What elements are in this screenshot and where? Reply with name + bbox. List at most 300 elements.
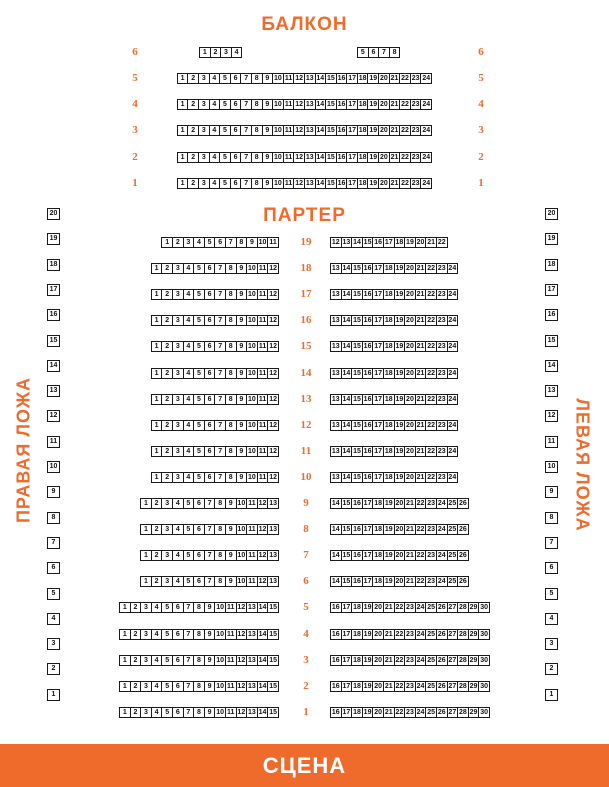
seat[interactable]: 19: [363, 630, 372, 638]
seat[interactable]: 24: [448, 395, 457, 403]
seat[interactable]: 17: [374, 291, 383, 299]
seat[interactable]: 24: [416, 682, 425, 690]
seat[interactable]: 25: [427, 604, 436, 612]
seat[interactable]: 12: [269, 421, 278, 429]
seat[interactable]: 8: [251, 178, 263, 189]
seat[interactable]: 10: [248, 369, 256, 377]
seat[interactable]: 19: [369, 75, 378, 82]
seat[interactable]: 8: [225, 394, 237, 405]
seat[interactable]: 6: [230, 99, 242, 110]
seat[interactable]: 21: [384, 682, 393, 690]
seat[interactable]: 8: [251, 152, 263, 163]
right-loge-box[interactable]: 3: [47, 638, 60, 650]
seat[interactable]: 21: [384, 604, 393, 612]
seat[interactable]: 12: [295, 75, 304, 82]
seat[interactable]: 22: [401, 101, 409, 108]
seat[interactable]: 14: [342, 265, 351, 273]
seat[interactable]: 14: [316, 127, 325, 134]
seat[interactable]: 11: [283, 125, 295, 136]
seat[interactable]: 13: [248, 682, 256, 690]
seat[interactable]: 20: [406, 473, 414, 481]
seat[interactable]: 3: [198, 178, 210, 189]
seat[interactable]: 9: [236, 472, 248, 483]
seat[interactable]: 18: [384, 369, 393, 377]
seat[interactable]: 12: [258, 500, 267, 507]
seat[interactable]: 2: [151, 550, 163, 561]
seat[interactable]: 6: [204, 341, 216, 352]
seat[interactable]: 20: [395, 578, 404, 586]
seat[interactable]: 10: [237, 552, 246, 560]
seat[interactable]: 11: [257, 289, 269, 300]
seat[interactable]: 5: [219, 178, 231, 189]
seat[interactable]: 1: [151, 315, 163, 326]
right-loge-box[interactable]: 11: [47, 436, 60, 448]
seat[interactable]: 5: [183, 576, 195, 587]
seat[interactable]: 10: [237, 500, 246, 507]
seat[interactable]: 9: [204, 629, 216, 640]
seat[interactable]: 23: [437, 473, 446, 481]
seat[interactable]: 11: [246, 498, 258, 509]
seat[interactable]: 9: [204, 602, 216, 613]
seat[interactable]: 3: [172, 341, 184, 352]
seat[interactable]: 11: [283, 73, 295, 84]
seat[interactable]: 21: [416, 317, 425, 325]
seat[interactable]: 12: [237, 604, 246, 612]
seat[interactable]: 10: [237, 578, 246, 586]
seat[interactable]: 13: [331, 317, 340, 325]
seat[interactable]: 9: [262, 178, 274, 189]
seat[interactable]: 7: [183, 655, 195, 666]
seat[interactable]: 16: [363, 317, 372, 325]
seat[interactable]: 5: [193, 368, 205, 379]
seat[interactable]: 5: [193, 289, 205, 300]
seat[interactable]: 29: [469, 682, 478, 690]
seat[interactable]: 24: [437, 552, 446, 560]
seat[interactable]: 21: [416, 291, 425, 299]
seat[interactable]: 17: [342, 682, 351, 690]
seat[interactable]: 20: [374, 656, 383, 664]
seat[interactable]: 14: [331, 500, 340, 507]
seat[interactable]: 24: [422, 180, 431, 187]
seat[interactable]: 24: [448, 369, 457, 377]
seat[interactable]: 5: [357, 47, 369, 58]
seat[interactable]: 5: [183, 550, 195, 561]
seat[interactable]: 12: [295, 127, 304, 134]
seat[interactable]: 20: [395, 500, 404, 507]
seat[interactable]: 10: [248, 395, 256, 403]
seat[interactable]: 13: [331, 421, 340, 429]
seat[interactable]: 16: [337, 101, 346, 108]
seat[interactable]: 22: [437, 239, 446, 246]
seat[interactable]: 9: [236, 368, 248, 379]
seat[interactable]: 5: [219, 125, 231, 136]
seat[interactable]: 2: [161, 315, 173, 326]
seat[interactable]: 7: [214, 315, 226, 326]
seat[interactable]: 5: [219, 73, 231, 84]
seat[interactable]: 6: [204, 446, 216, 457]
seat[interactable]: 9: [225, 550, 237, 561]
seat[interactable]: 2: [161, 263, 173, 274]
seat[interactable]: 23: [406, 708, 414, 716]
seat[interactable]: 17: [374, 421, 383, 429]
seat[interactable]: 2: [161, 341, 173, 352]
seat[interactable]: 11: [246, 576, 258, 587]
seat[interactable]: 20: [416, 239, 425, 246]
seat[interactable]: 20: [406, 369, 414, 377]
seat[interactable]: 19: [384, 526, 393, 534]
left-loge-box[interactable]: 8: [545, 512, 558, 524]
seat[interactable]: 2: [161, 368, 173, 379]
seat[interactable]: 15: [353, 317, 361, 325]
right-loge-box[interactable]: 18: [47, 259, 60, 271]
seat[interactable]: 15: [327, 127, 335, 134]
seat[interactable]: 25: [427, 630, 436, 638]
seat[interactable]: 25: [427, 708, 436, 716]
seat[interactable]: 12: [237, 630, 246, 638]
seat[interactable]: 13: [331, 395, 340, 403]
seat[interactable]: 3: [220, 47, 232, 58]
seat[interactable]: 17: [363, 578, 372, 586]
seat[interactable]: 4: [209, 99, 221, 110]
seat[interactable]: 16: [363, 369, 372, 377]
seat[interactable]: 1: [177, 99, 189, 110]
seat[interactable]: 1: [151, 394, 163, 405]
seat[interactable]: 10: [216, 682, 225, 690]
seat[interactable]: 7: [214, 289, 226, 300]
seat[interactable]: 21: [416, 421, 425, 429]
left-loge-box[interactable]: 1: [545, 689, 558, 701]
seat[interactable]: 4: [172, 576, 184, 587]
seat[interactable]: 6: [230, 152, 242, 163]
seat[interactable]: 18: [353, 656, 361, 664]
seat[interactable]: 27: [448, 708, 457, 716]
seat[interactable]: 30: [480, 708, 488, 716]
seat[interactable]: 17: [348, 75, 356, 82]
seat[interactable]: 17: [342, 630, 351, 638]
seat[interactable]: 1: [151, 446, 163, 457]
seat[interactable]: 24: [416, 656, 425, 664]
seat[interactable]: 1: [151, 263, 163, 274]
seat[interactable]: 7: [378, 47, 390, 58]
seat[interactable]: 23: [406, 604, 414, 612]
seat[interactable]: 20: [374, 708, 383, 716]
seat[interactable]: 20: [406, 343, 414, 351]
seat[interactable]: 3: [161, 524, 173, 535]
seat[interactable]: 18: [384, 343, 393, 351]
left-loge-box[interactable]: 19: [545, 233, 558, 245]
seat[interactable]: 4: [172, 550, 184, 561]
seat[interactable]: 24: [422, 75, 431, 82]
seat[interactable]: 2: [151, 576, 163, 587]
seat[interactable]: 19: [395, 447, 404, 455]
seat[interactable]: 27: [448, 656, 457, 664]
seat[interactable]: 26: [459, 526, 467, 534]
seat[interactable]: 4: [193, 237, 205, 248]
seat[interactable]: 4: [151, 681, 163, 692]
seat[interactable]: 6: [204, 394, 216, 405]
seat[interactable]: 16: [363, 421, 372, 429]
seat[interactable]: 5: [193, 420, 205, 431]
right-loge-box[interactable]: 17: [47, 284, 60, 296]
seat[interactable]: 15: [327, 154, 335, 161]
seat[interactable]: 18: [358, 75, 367, 82]
seat[interactable]: 5: [161, 681, 173, 692]
seat[interactable]: 17: [348, 154, 356, 161]
seat[interactable]: 10: [237, 526, 246, 534]
seat[interactable]: 25: [427, 656, 436, 664]
seat[interactable]: 7: [183, 707, 195, 718]
seat[interactable]: 24: [422, 127, 431, 134]
seat[interactable]: 9: [262, 73, 274, 84]
seat[interactable]: 11: [283, 178, 295, 189]
seat[interactable]: 24: [448, 317, 457, 325]
seat[interactable]: 20: [374, 630, 383, 638]
seat[interactable]: 14: [342, 473, 351, 481]
seat[interactable]: 9: [204, 681, 216, 692]
seat[interactable]: 19: [395, 291, 404, 299]
seat[interactable]: 2: [161, 420, 173, 431]
seat[interactable]: 8: [193, 629, 205, 640]
seat[interactable]: 1: [140, 550, 152, 561]
seat[interactable]: 15: [353, 343, 361, 351]
seat[interactable]: 20: [379, 101, 388, 108]
seat[interactable]: 9: [225, 576, 237, 587]
seat[interactable]: 13: [248, 656, 256, 664]
seat[interactable]: 18: [353, 604, 361, 612]
seat[interactable]: 15: [353, 291, 361, 299]
seat[interactable]: 1: [151, 472, 163, 483]
seat[interactable]: 16: [353, 552, 361, 560]
seat[interactable]: 12: [269, 473, 278, 481]
seat[interactable]: 20: [379, 75, 388, 82]
seat[interactable]: 7: [240, 125, 252, 136]
seat[interactable]: 11: [246, 550, 258, 561]
seat[interactable]: 26: [437, 604, 446, 612]
seat[interactable]: 8: [225, 263, 237, 274]
seat[interactable]: 22: [427, 291, 436, 299]
seat[interactable]: 21: [406, 526, 414, 534]
seat[interactable]: 8: [225, 315, 237, 326]
right-loge-box[interactable]: 16: [47, 309, 60, 321]
seat[interactable]: 17: [374, 473, 383, 481]
seat[interactable]: 3: [161, 498, 173, 509]
seat[interactable]: 18: [353, 630, 361, 638]
right-loge-box[interactable]: 14: [47, 360, 60, 372]
seat[interactable]: 24: [448, 291, 457, 299]
seat[interactable]: 5: [193, 446, 205, 457]
seat[interactable]: 18: [358, 180, 367, 187]
seat[interactable]: 18: [384, 317, 393, 325]
seat[interactable]: 23: [437, 447, 446, 455]
right-loge-box[interactable]: 13: [47, 385, 60, 397]
seat[interactable]: 24: [437, 578, 446, 586]
left-loge-box[interactable]: 4: [545, 613, 558, 625]
seat[interactable]: 24: [448, 421, 457, 429]
seat[interactable]: 8: [225, 446, 237, 457]
seat[interactable]: 8: [236, 237, 248, 248]
seat[interactable]: 20: [395, 526, 404, 534]
seat[interactable]: 10: [248, 317, 256, 325]
seat[interactable]: 8: [225, 368, 237, 379]
seat[interactable]: 17: [348, 180, 356, 187]
seat[interactable]: 14: [353, 239, 361, 246]
seat[interactable]: 2: [151, 524, 163, 535]
seat[interactable]: 19: [369, 180, 378, 187]
seat[interactable]: 20: [406, 317, 414, 325]
seat[interactable]: 13: [331, 291, 340, 299]
seat[interactable]: 10: [216, 656, 225, 664]
seat[interactable]: 7: [183, 602, 195, 613]
seat[interactable]: 16: [337, 75, 346, 82]
seat[interactable]: 4: [231, 47, 243, 58]
seat[interactable]: 5: [204, 237, 216, 248]
seat[interactable]: 12: [237, 656, 246, 664]
seat[interactable]: 14: [342, 421, 351, 429]
seat[interactable]: 14: [316, 75, 325, 82]
seat[interactable]: 17: [348, 127, 356, 134]
seat[interactable]: 5: [161, 629, 173, 640]
seat[interactable]: 12: [269, 291, 278, 299]
seat[interactable]: 25: [448, 578, 457, 586]
seat[interactable]: 16: [337, 154, 346, 161]
seat[interactable]: 15: [269, 604, 277, 612]
seat[interactable]: 22: [416, 552, 425, 560]
seat[interactable]: 17: [384, 239, 393, 246]
seat[interactable]: 14: [258, 682, 267, 690]
seat[interactable]: 11: [257, 368, 269, 379]
seat[interactable]: 7: [240, 152, 252, 163]
seat[interactable]: 14: [258, 630, 267, 638]
seat[interactable]: 3: [183, 237, 195, 248]
seat[interactable]: 29: [469, 708, 478, 716]
seat[interactable]: 15: [363, 239, 372, 246]
seat[interactable]: 18: [358, 127, 367, 134]
seat[interactable]: 1: [177, 73, 189, 84]
seat[interactable]: 1: [140, 524, 152, 535]
seat[interactable]: 12: [269, 447, 278, 455]
seat[interactable]: 14: [342, 317, 351, 325]
left-loge-box[interactable]: 20: [545, 208, 558, 220]
seat[interactable]: 28: [459, 604, 467, 612]
seat[interactable]: 6: [230, 125, 242, 136]
seat[interactable]: 13: [305, 154, 314, 161]
seat[interactable]: 15: [353, 447, 361, 455]
seat[interactable]: 22: [416, 578, 425, 586]
seat[interactable]: 7: [240, 73, 252, 84]
seat[interactable]: 8: [214, 576, 226, 587]
right-loge-box[interactable]: 4: [47, 613, 60, 625]
seat[interactable]: 15: [269, 630, 277, 638]
seat[interactable]: 12: [295, 101, 304, 108]
seat[interactable]: 5: [161, 602, 173, 613]
seat[interactable]: 24: [448, 343, 457, 351]
seat[interactable]: 11: [225, 681, 237, 692]
seat[interactable]: 13: [305, 127, 314, 134]
seat[interactable]: 21: [427, 239, 436, 246]
seat[interactable]: 20: [374, 604, 383, 612]
seat[interactable]: 1: [177, 125, 189, 136]
seat[interactable]: 8: [225, 289, 237, 300]
seat[interactable]: 14: [342, 447, 351, 455]
seat[interactable]: 15: [353, 421, 361, 429]
seat[interactable]: 5: [193, 341, 205, 352]
seat[interactable]: 10: [216, 708, 225, 716]
seat[interactable]: 17: [363, 552, 372, 560]
seat[interactable]: 18: [353, 708, 361, 716]
seat[interactable]: 15: [269, 708, 277, 716]
seat[interactable]: 20: [406, 447, 414, 455]
seat[interactable]: 18: [374, 552, 383, 560]
seat[interactable]: 9: [236, 263, 248, 274]
seat[interactable]: 8: [214, 498, 226, 509]
seat[interactable]: 2: [187, 125, 199, 136]
seat[interactable]: 11: [246, 524, 258, 535]
seat[interactable]: 13: [342, 239, 351, 246]
seat[interactable]: 4: [183, 472, 195, 483]
seat[interactable]: 11: [257, 263, 269, 274]
seat[interactable]: 5: [161, 655, 173, 666]
seat[interactable]: 12: [269, 317, 278, 325]
seat[interactable]: 4: [183, 420, 195, 431]
seat[interactable]: 17: [374, 343, 383, 351]
seat[interactable]: 17: [374, 317, 383, 325]
seat[interactable]: 7: [183, 681, 195, 692]
right-loge-box[interactable]: 15: [47, 335, 60, 347]
seat[interactable]: 10: [274, 154, 282, 161]
seat[interactable]: 17: [363, 500, 372, 507]
seat[interactable]: 22: [427, 265, 436, 273]
seat[interactable]: 6: [204, 263, 216, 274]
seat[interactable]: 5: [183, 524, 195, 535]
seat[interactable]: 3: [198, 73, 210, 84]
seat[interactable]: 23: [411, 75, 420, 82]
seat[interactable]: 6: [204, 472, 216, 483]
seat[interactable]: 4: [183, 446, 195, 457]
seat[interactable]: 4: [183, 341, 195, 352]
seat[interactable]: 3: [172, 394, 184, 405]
seat[interactable]: 16: [331, 682, 340, 690]
seat[interactable]: 23: [437, 317, 446, 325]
seat[interactable]: 23: [427, 578, 436, 586]
seat[interactable]: 7: [214, 446, 226, 457]
seat[interactable]: 3: [198, 125, 210, 136]
seat[interactable]: 21: [416, 343, 425, 351]
seat[interactable]: 19: [395, 395, 404, 403]
seat[interactable]: 14: [342, 369, 351, 377]
seat[interactable]: 23: [406, 630, 414, 638]
seat[interactable]: 24: [416, 708, 425, 716]
seat[interactable]: 15: [327, 75, 335, 82]
seat[interactable]: 6: [204, 368, 216, 379]
seat[interactable]: 22: [427, 421, 436, 429]
seat[interactable]: 13: [305, 75, 314, 82]
seat[interactable]: 2: [151, 498, 163, 509]
seat[interactable]: 15: [353, 369, 361, 377]
seat[interactable]: 27: [448, 630, 457, 638]
seat[interactable]: 7: [204, 550, 216, 561]
seat[interactable]: 30: [480, 630, 488, 638]
seat[interactable]: 13: [331, 343, 340, 351]
seat[interactable]: 7: [214, 341, 226, 352]
seat[interactable]: 9: [225, 498, 237, 509]
seat[interactable]: 27: [448, 604, 457, 612]
seat[interactable]: 21: [416, 265, 425, 273]
seat[interactable]: 1: [119, 602, 131, 613]
seat[interactable]: 4: [183, 315, 195, 326]
seat[interactable]: 20: [379, 127, 388, 134]
seat[interactable]: 30: [480, 682, 488, 690]
seat[interactable]: 19: [395, 473, 404, 481]
